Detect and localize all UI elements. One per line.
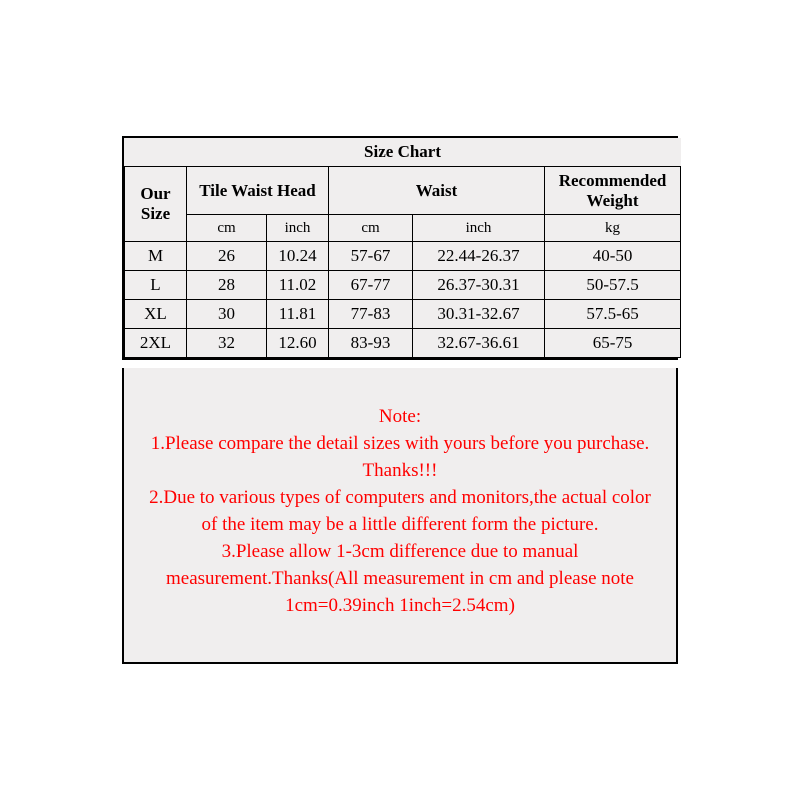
cell-tile-cm: 26 [187, 242, 267, 271]
subheader-tile-cm: cm [187, 215, 267, 242]
cell-size: M [125, 242, 187, 271]
header-our-size: Our Size [125, 167, 187, 242]
table-title-row [125, 138, 681, 167]
subheader-waist-inch: inch [413, 215, 545, 242]
cell-tile-cm: 32 [187, 329, 267, 358]
cell-waist-cm: 83-93 [329, 329, 413, 358]
subheader-waist-cm: cm [329, 215, 413, 242]
note-line-2: Thanks!!! [362, 459, 438, 481]
note-section [122, 368, 678, 664]
cell-tile-inch: 10.24 [267, 242, 329, 271]
chart-title: Size Chart [125, 138, 681, 167]
cell-weight-kg: 40-50 [545, 242, 681, 271]
note-line-3: 2.Due to various types of computers and monitors,the actual color [149, 486, 651, 508]
cell-waist-cm: 77-83 [329, 300, 413, 329]
cell-waist-cm: 57-67 [329, 242, 413, 271]
cell-waist-inch: 30.31-32.67 [413, 300, 545, 329]
cell-waist-inch: 22.44-26.37 [413, 242, 545, 271]
note-line-6: measurement.Thanks(All measurement in cm and please note [166, 567, 634, 589]
cell-size: XL [125, 300, 187, 329]
note-line-5: 3.Please allow 1-3cm difference due to manual [221, 540, 579, 562]
table-subheader-row [125, 215, 681, 242]
table-row [125, 271, 681, 300]
size-chart-table [124, 138, 681, 358]
header-tile-waist-head: Tile Waist Head [187, 167, 329, 215]
cell-size: 2XL [125, 329, 187, 358]
subheader-tile-inch: inch [267, 215, 329, 242]
size-chart-table-container [122, 136, 678, 360]
cell-weight-kg: 50-57.5 [545, 271, 681, 300]
cell-size: L [125, 271, 187, 300]
cell-tile-inch: 12.60 [267, 329, 329, 358]
cell-waist-cm: 67-77 [329, 271, 413, 300]
table-header-row [125, 167, 681, 215]
header-waist: Waist [329, 167, 545, 215]
cell-tile-inch: 11.02 [267, 271, 329, 300]
table-row [125, 242, 681, 271]
cell-tile-cm: 28 [187, 271, 267, 300]
cell-weight-kg: 65-75 [545, 329, 681, 358]
cell-tile-cm: 30 [187, 300, 267, 329]
header-recommended-weight: Recommended Weight [545, 167, 681, 215]
subheader-weight-kg: kg [545, 215, 681, 242]
note-heading: Note: [378, 406, 422, 427]
cell-tile-inch: 11.81 [267, 300, 329, 329]
table-row [125, 329, 681, 358]
note-line-1: 1.Please compare the detail sizes with yours before you purchase. [150, 432, 650, 454]
cell-waist-inch: 26.37-30.31 [413, 271, 545, 300]
note-line-4: of the item may be a little different form the picture. [201, 513, 599, 535]
cell-waist-inch: 32.67-36.61 [413, 329, 545, 358]
cell-weight-kg: 57.5-65 [545, 300, 681, 329]
table-row [125, 300, 681, 329]
note-line-7: 1cm=0.39inch 1inch=2.54cm) [285, 594, 515, 616]
